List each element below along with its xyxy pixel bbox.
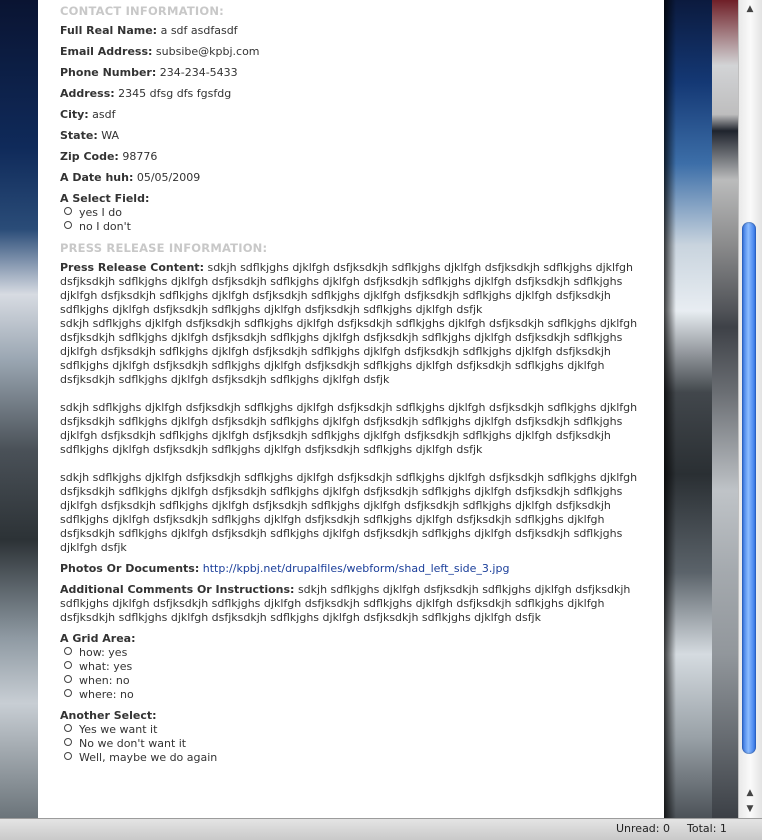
press-content-paragraph: sdkjh sdflkjghs djklfgh dsfjksdkjh sdflkjghs djklfgh dsfjksdkjh sdflkjghs djklfgh dsfjksdkjh sdflkjghs djklfgh dsfjksdkjh sdflkjghs djklfgh dsfjksdkjh sdflkjghs djklfgh dsfjksdkjh sdflkjghs djklfgh dsfjksdkjh sdflkjghs djklfgh dsfjksdkjh sdflkjghs djklfgh dsfjksdkjh sdflkjghs djklfgh dsfjksdkjh sdflkjghs djklfgh dsfjksdkjh sdflkjghs djklfgh dsfjksdkjh sdflkjghs djklfgh dsfjksdkjh sdflkjghs djklfgh dsfjksdkjh sdflkjghs djklfgh dsfjksdkjh sdflkjghs djklfgh dsfjksdkjh sdflkjghs djklfgh dsfjksdkjh sdflkjghs djklfgh dsfjksdkjh sdflkjghs djklfgh dsfjk xyxy=(60,471,638,554)
another-select-option: No we don't want it xyxy=(60,737,652,751)
bullet-icon xyxy=(64,689,72,697)
city-label: City: xyxy=(60,108,89,121)
photos-field xyxy=(60,562,652,576)
grid-item: when: no xyxy=(60,674,652,688)
date-field xyxy=(60,171,652,185)
contact-section-heading: CONTACT INFORMATION: xyxy=(60,4,224,18)
another-select-option: Yes we want it xyxy=(60,723,652,737)
phone-value: 234-234-5433 xyxy=(159,66,238,79)
city-value: asdf xyxy=(92,108,116,121)
select-field xyxy=(60,192,652,234)
press-content-paragraph: sdkjh sdflkjghs djklfgh dsfjksdkjh sdflkjghs djklfgh dsfjksdkjh sdflkjghs djklfgh dsfjksdkjh sdflkjghs djklfgh dsfjksdkjh sdflkjghs djklfgh dsfjksdkjh sdflkjghs djklfgh dsfjksdkjh sdflkjghs djklfgh dsfjksdkjh sdflkjghs djklfgh dsfjksdkjh sdflkjghs djklfgh dsfjksdkjh sdflkjghs djklfgh dsfjksdkjh sdflkjghs djklfgh dsfjksdkjh sdflkjghs djklfgh dsfjksdkjh sdflkjghs djklfgh dsfjk xyxy=(60,261,633,316)
address-value: 2345 dfsg dfs fgsfdg xyxy=(118,87,232,100)
press-content-paragraph: sdkjh sdflkjghs djklfgh dsfjksdkjh sdflkjghs djklfgh dsfjksdkjh sdflkjghs djklfgh dsfjksdkjh sdflkjghs djklfgh dsfjksdkjh sdflkjghs djklfgh dsfjksdkjh sdflkjghs djklfgh dsfjksdkjh sdflkjghs djklfgh dsfjksdkjh sdflkjghs djklfgh dsfjksdkjh sdflkjghs djklfgh dsfjksdkjh sdflkjghs djklfgh dsfjksdkjh sdflkjghs djklfgh dsfjksdkjh sdflkjghs djklfgh dsfjksdkjh sdflkjghs djklfgh dsfjksdkjh sdflkjghs djklfgh dsfjk xyxy=(60,401,638,456)
paragraph-gap xyxy=(60,457,652,471)
bullet-icon xyxy=(64,207,72,215)
background-photo-left xyxy=(0,0,38,818)
state-field xyxy=(60,129,652,143)
zip-label: Zip Code: xyxy=(60,150,119,163)
bullet-icon xyxy=(64,738,72,746)
bullet-icon xyxy=(64,675,72,683)
full-name-value: a sdf asdfasdf xyxy=(160,24,238,37)
bullet-icon xyxy=(64,647,72,655)
webform-submission xyxy=(60,4,652,772)
comments-label: Additional Comments Or Instructions: xyxy=(60,583,295,596)
photos-link[interactable]: http://kpbj.net/drupalfiles/webform/shad_left_side_3.jpg xyxy=(202,562,510,575)
address-field xyxy=(60,87,652,101)
phone-field xyxy=(60,66,652,80)
press-content-paragraph: sdkjh sdflkjghs djklfgh dsfjksdkjh sdflkjghs djklfgh dsfjksdkjh sdflkjghs djklfgh dsfjksdkjh sdflkjghs djklfgh dsfjksdkjh sdflkjghs djklfgh dsfjksdkjh sdflkjghs djklfgh dsfjksdkjh sdflkjghs djklfgh dsfjksdkjh sdflkjghs djklfgh dsfjksdkjh sdflkjghs djklfgh dsfjksdkjh sdflkjghs djklfgh dsfjksdkjh sdflkjghs djklfgh dsfjksdkjh sdflkjghs djklfgh dsfjksdkjh sdflkjghs djklfgh dsfjksdkjh sdflkjghs djklfgh dsfjksdkjh sdflkjghs djklfgh dsfjksdkjh sdflkjghs djklfgh dsfjksdkjh sdflkjghs djklfgh dsfjk xyxy=(60,317,638,386)
scroll-down-arrow-icon[interactable]: ▼ xyxy=(746,804,754,814)
scroll-up-arrow-icon[interactable]: ▲ xyxy=(746,4,754,14)
bullet-icon xyxy=(64,752,72,760)
message-body-panel xyxy=(38,0,664,818)
grid-area-field xyxy=(60,632,652,702)
another-select-field xyxy=(60,709,652,765)
total-count: Total: 1 xyxy=(687,822,727,835)
bullet-icon xyxy=(64,661,72,669)
state-value: WA xyxy=(101,129,120,142)
background-photo-right xyxy=(664,0,738,818)
date-value: 05/05/2009 xyxy=(136,171,201,184)
scrollbar-thumb[interactable] xyxy=(742,222,756,754)
photos-label: Photos Or Documents: xyxy=(60,562,200,575)
address-label: Address: xyxy=(60,87,115,100)
paragraph-gap xyxy=(60,387,652,401)
select-option: no I don't xyxy=(60,220,652,234)
grid-item: how: yes xyxy=(60,646,652,660)
vertical-scrollbar[interactable] xyxy=(738,0,762,818)
comments-field xyxy=(60,583,652,625)
phone-label: Phone Number: xyxy=(60,66,157,79)
grid-item: what: yes xyxy=(60,660,652,674)
email-label: Email Address: xyxy=(60,45,153,58)
status-bar xyxy=(0,818,762,840)
select-option: yes I do xyxy=(60,206,652,220)
grid-item: where: no xyxy=(60,688,652,702)
another-select-option: Well, maybe we do again xyxy=(60,751,652,765)
select-field-label: A Select Field: xyxy=(60,192,150,205)
email-value: subsibe@kpbj.com xyxy=(155,45,260,58)
city-field xyxy=(60,108,652,122)
date-label: A Date huh: xyxy=(60,171,134,184)
grid-area-label: A Grid Area: xyxy=(60,632,136,645)
press-content-label: Press Release Content: xyxy=(60,261,204,274)
full-name-field xyxy=(60,24,652,38)
unread-count: Unread: 0 xyxy=(616,822,670,835)
full-name-label: Full Real Name: xyxy=(60,24,158,37)
bullet-icon xyxy=(64,724,72,732)
email-field xyxy=(60,45,652,59)
state-label: State: xyxy=(60,129,98,142)
bullet-icon xyxy=(64,221,72,229)
zip-field xyxy=(60,150,652,164)
zip-value: 98776 xyxy=(122,150,158,163)
another-select-label: Another Select: xyxy=(60,709,157,722)
comments-value: sdkjh sdflkjghs djklfgh dsfjksdkjh sdflkjghs djklfgh dsfjksdkjh sdflkjghs djklfgh dsfjksdkjh sdflkjghs djklfgh dsfjksdkjh sdflkjghs djklfgh dsfjksdkjh sdflkjghs djklfgh dsfjksdkjh sdflkjghs djklfgh dsfjksdkjh sdflkjghs djklfgh dsfjksdkjh sdflkjghs djklfgh dsfjk xyxy=(60,583,631,624)
press-content-field xyxy=(60,261,652,555)
press-section-heading: PRESS RELEASE INFORMATION: xyxy=(60,241,268,255)
scroll-up-arrow-icon[interactable]: ▲ xyxy=(746,788,754,798)
